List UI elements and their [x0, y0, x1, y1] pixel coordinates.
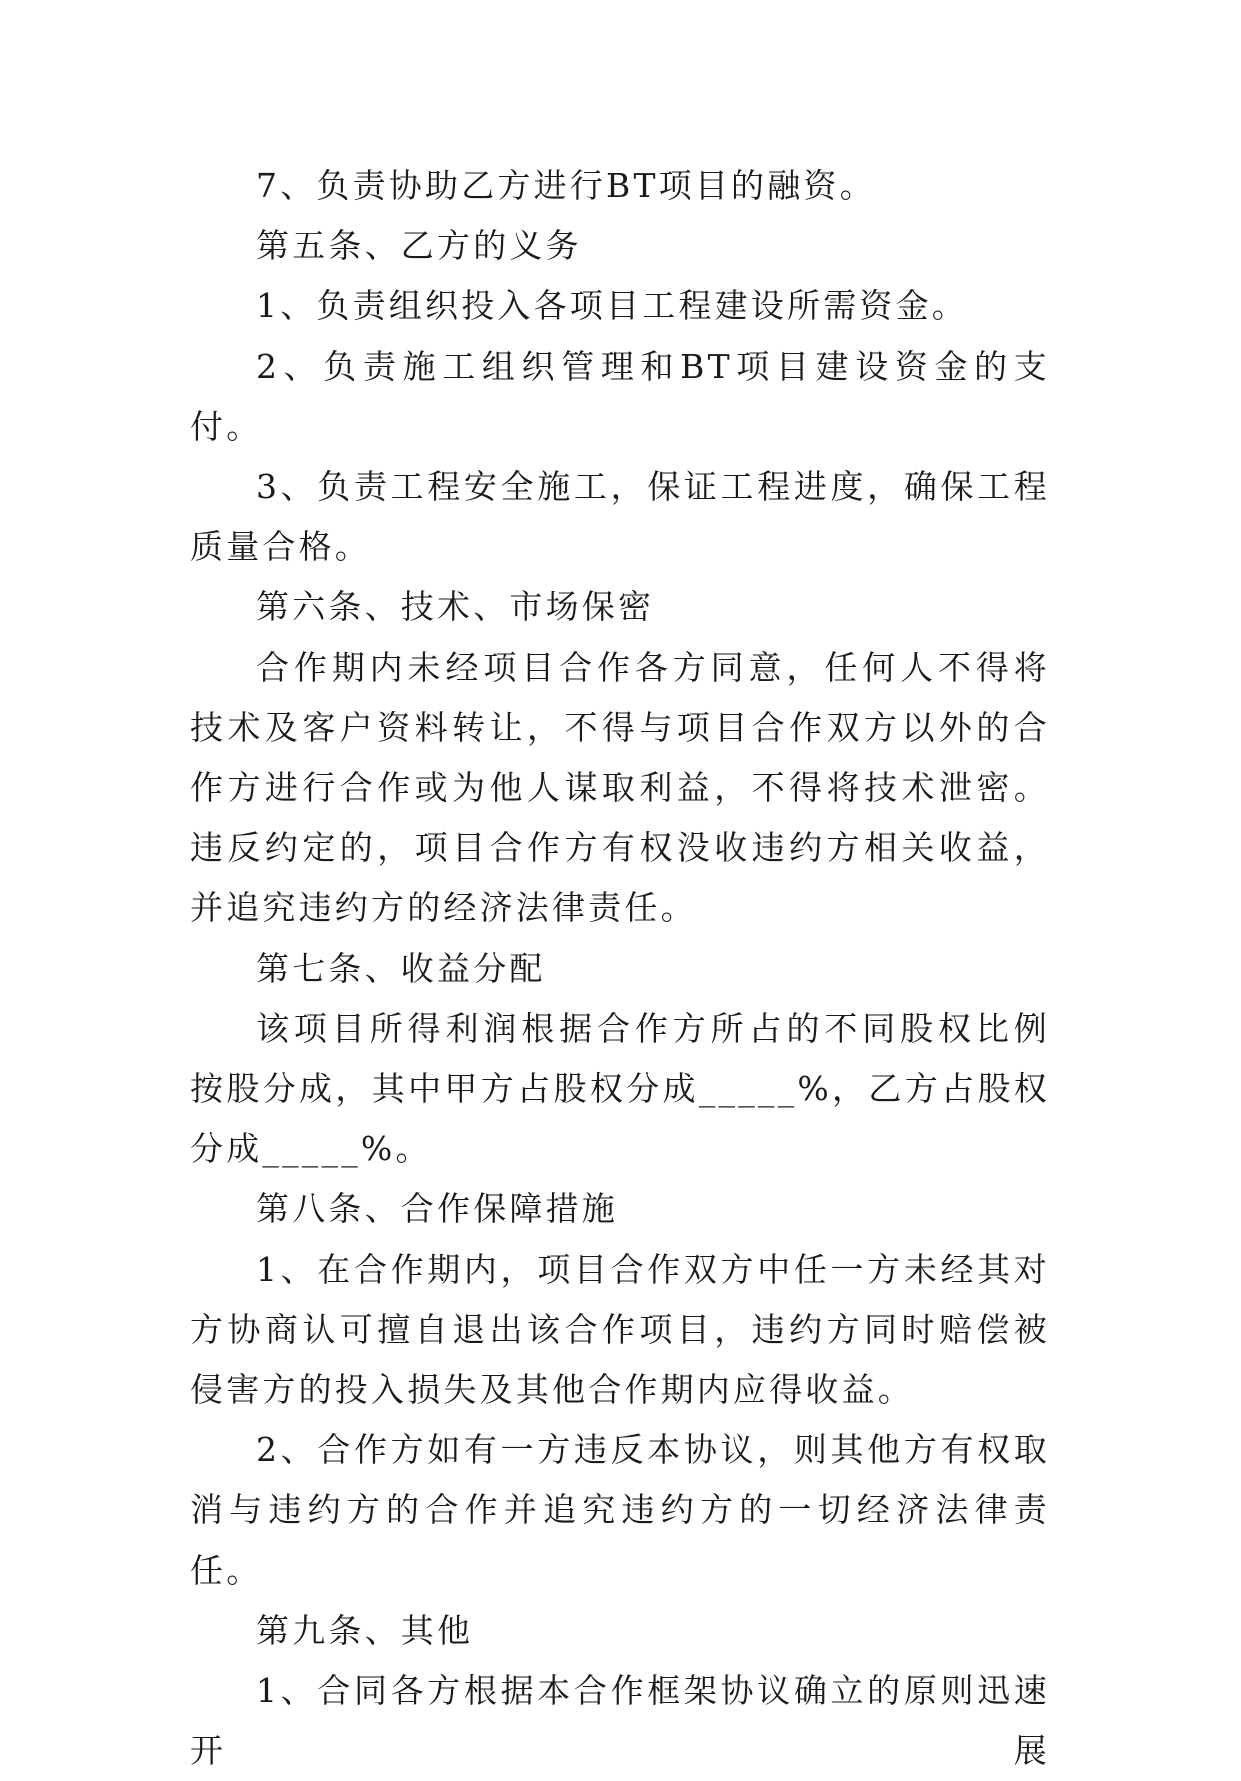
paragraph-clause-9-item-1: 1、合同各方根据本合作框架协议确立的原则迅速开展 — [190, 1671, 1050, 1771]
paragraph-confidentiality: 合作期内未经项目合作各方同意，任何人不得将技术及客户资料转让，不得与项目合作双方以外的合作方进行合作或为他人谋取利益，不得将技术泄密。违反约定的，项目合作方有权没收违约方相关收益，并追究违约方的经济法律责任。 — [190, 647, 1050, 928]
paragraph-clause-5-item-1: 1、负责组织投入各项目工程建设所需资金。 — [256, 286, 968, 326]
heading-article-5: 第五条、乙方的义务 — [256, 226, 582, 266]
paragraph-clause-5-item-3: 3、负责工程安全施工，保证工程进度，确保工程质量合格。 — [190, 467, 1050, 567]
heading-article-6: 第六条、技术、市场保密 — [256, 587, 655, 627]
paragraph-clause-8-item-2: 2、合作方如有一方违反本协议，则其他方有权取消与违约方的合作并追究违约方的一切经济法律责任。 — [190, 1430, 1050, 1590]
heading-article-8: 第八条、合作保障措施 — [256, 1189, 618, 1229]
heading-article-9: 第九条、其他 — [256, 1610, 474, 1650]
paragraph-profit-distribution: 该项目所得利润根据合作方所占的不同股权比例按股分成，其中甲方占股权分成_____%，乙方占股权分成_____%。 — [190, 1008, 1050, 1169]
heading-article-7: 第七条、收益分配 — [256, 948, 546, 988]
paragraph-clause-8-item-1: 1、在合作期内，项目合作双方中任一方未经其对方协商认可擅自退出该合作项目，违约方同时赔偿被侵害方的投入损失及其他合作期内应得收益。 — [190, 1249, 1050, 1410]
paragraph-clause-4-item-7: 7、负责协助乙方进行BT项目的融资。 — [256, 166, 876, 205]
document-body — [190, 156, 1050, 1781]
paragraph-clause-5-item-2: 2、负责施工组织管理和BT项目建设资金的支付。 — [190, 346, 1050, 446]
